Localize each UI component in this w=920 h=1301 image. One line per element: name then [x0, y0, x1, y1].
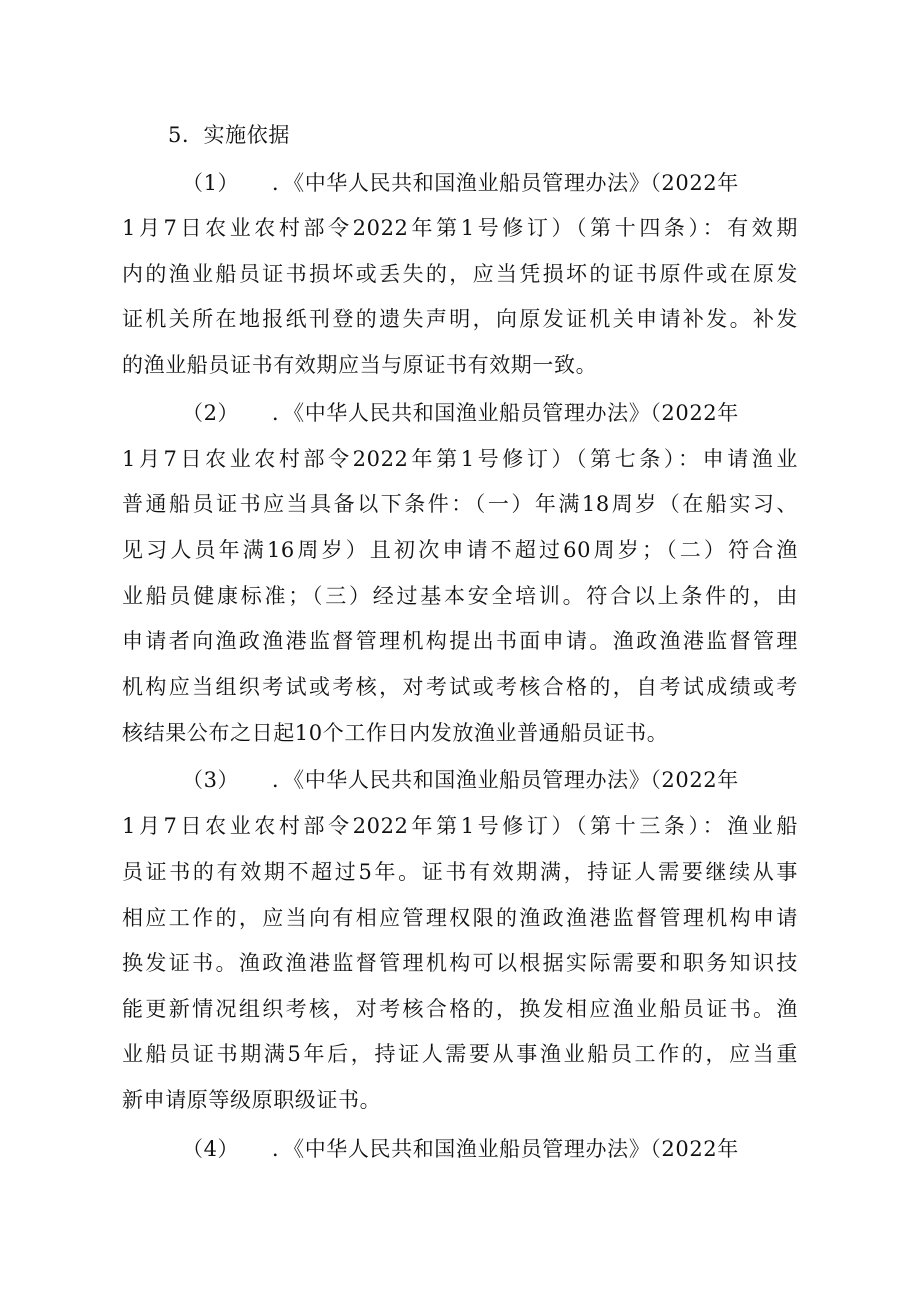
basis-item-4-line-1 — [168, 1135, 739, 1163]
basis-item-2-line-4: 见习人员年满16周岁）且初次申请不超过60周岁；（二）符合渔 — [122, 538, 798, 562]
basis-item-3-line-7: 业船员证书期满5年后，持证人需要从事渔业船员工作的，应当重 — [122, 1042, 798, 1066]
item-text: ．《中华人民共和国渔业船员管理办法》（2022年 — [272, 1137, 739, 1161]
basis-item-2-line-1 — [168, 399, 739, 427]
basis-item-1-line-3: 内的渔业船员证书损坏或丢失的，应当凭损坏的证书原件或在原发 — [122, 262, 798, 286]
item-label: （2） — [182, 401, 240, 425]
basis-item-3-line-6: 能更新情况组织考核，对考核合格的，换发相应渔业船员证书。渔 — [122, 997, 798, 1021]
basis-item-3-line-3: 员证书的有效期不超过5年。证书有效期满，持证人需要继续从事 — [122, 860, 798, 884]
basis-item-1-line-5: 的渔业船员证书有效期应当与原证书有效期一致。 — [122, 353, 598, 377]
item-text: ．《中华人民共和国渔业船员管理办法》（2022年 — [272, 401, 739, 425]
basis-item-3-line-1 — [168, 766, 739, 794]
basis-item-3-line-4: 相应工作的，应当向有相应管理权限的渔政渔港监督管理机构申请 — [122, 906, 798, 930]
basis-item-2-line-3: 普通船员证书应当具备以下条件：（一）年满18周岁（在船实习、 — [122, 492, 798, 516]
basis-item-3-line-2: 1月7日农业农村部令2022年第1号修订）（第十三条）：渔业船 — [122, 814, 798, 838]
basis-item-3-line-5: 换发证书。渔政渔港监督管理机构可以根据实际需要和职务知识技 — [122, 951, 798, 975]
basis-item-1-line-1 — [168, 169, 739, 197]
basis-item-3-line-8: 新申请原等级原职级证书。 — [122, 1088, 382, 1112]
basis-item-2-line-7: 机构应当组织考试或考核，对考试或考核合格的，自考试成绩或考 — [122, 675, 798, 699]
basis-item-2-line-8: 核结果公布之日起10个工作日内发放渔业普通船员证书。 — [122, 721, 669, 745]
basis-item-2-line-5: 业船员健康标准；（三）经过基本安全培训。符合以上条件的，由 — [122, 584, 798, 608]
item-label: （1） — [182, 171, 240, 195]
item-label: （3） — [182, 768, 240, 792]
section-heading: 5．实施依据 — [168, 123, 290, 147]
basis-item-2-line-6: 申请者向渔政渔港监督管理机构提出书面申请。渔政渔港监督管理 — [122, 629, 798, 653]
basis-item-2-line-2: 1月7日农业农村部令2022年第1号修订）（第七条）：申请渔业 — [122, 447, 798, 471]
basis-item-1-line-4: 证机关所在地报纸刊登的遗失声明，向原发证机关申请补发。补发 — [122, 307, 798, 331]
item-label: （4） — [182, 1137, 240, 1161]
basis-item-1-line-2: 1月7日农业农村部令2022年第1号修订）（第十四条）：有效期 — [122, 216, 798, 240]
item-text: ．《中华人民共和国渔业船员管理办法》（2022年 — [272, 768, 739, 792]
item-text: ．《中华人民共和国渔业船员管理办法》（2022年 — [272, 171, 739, 195]
